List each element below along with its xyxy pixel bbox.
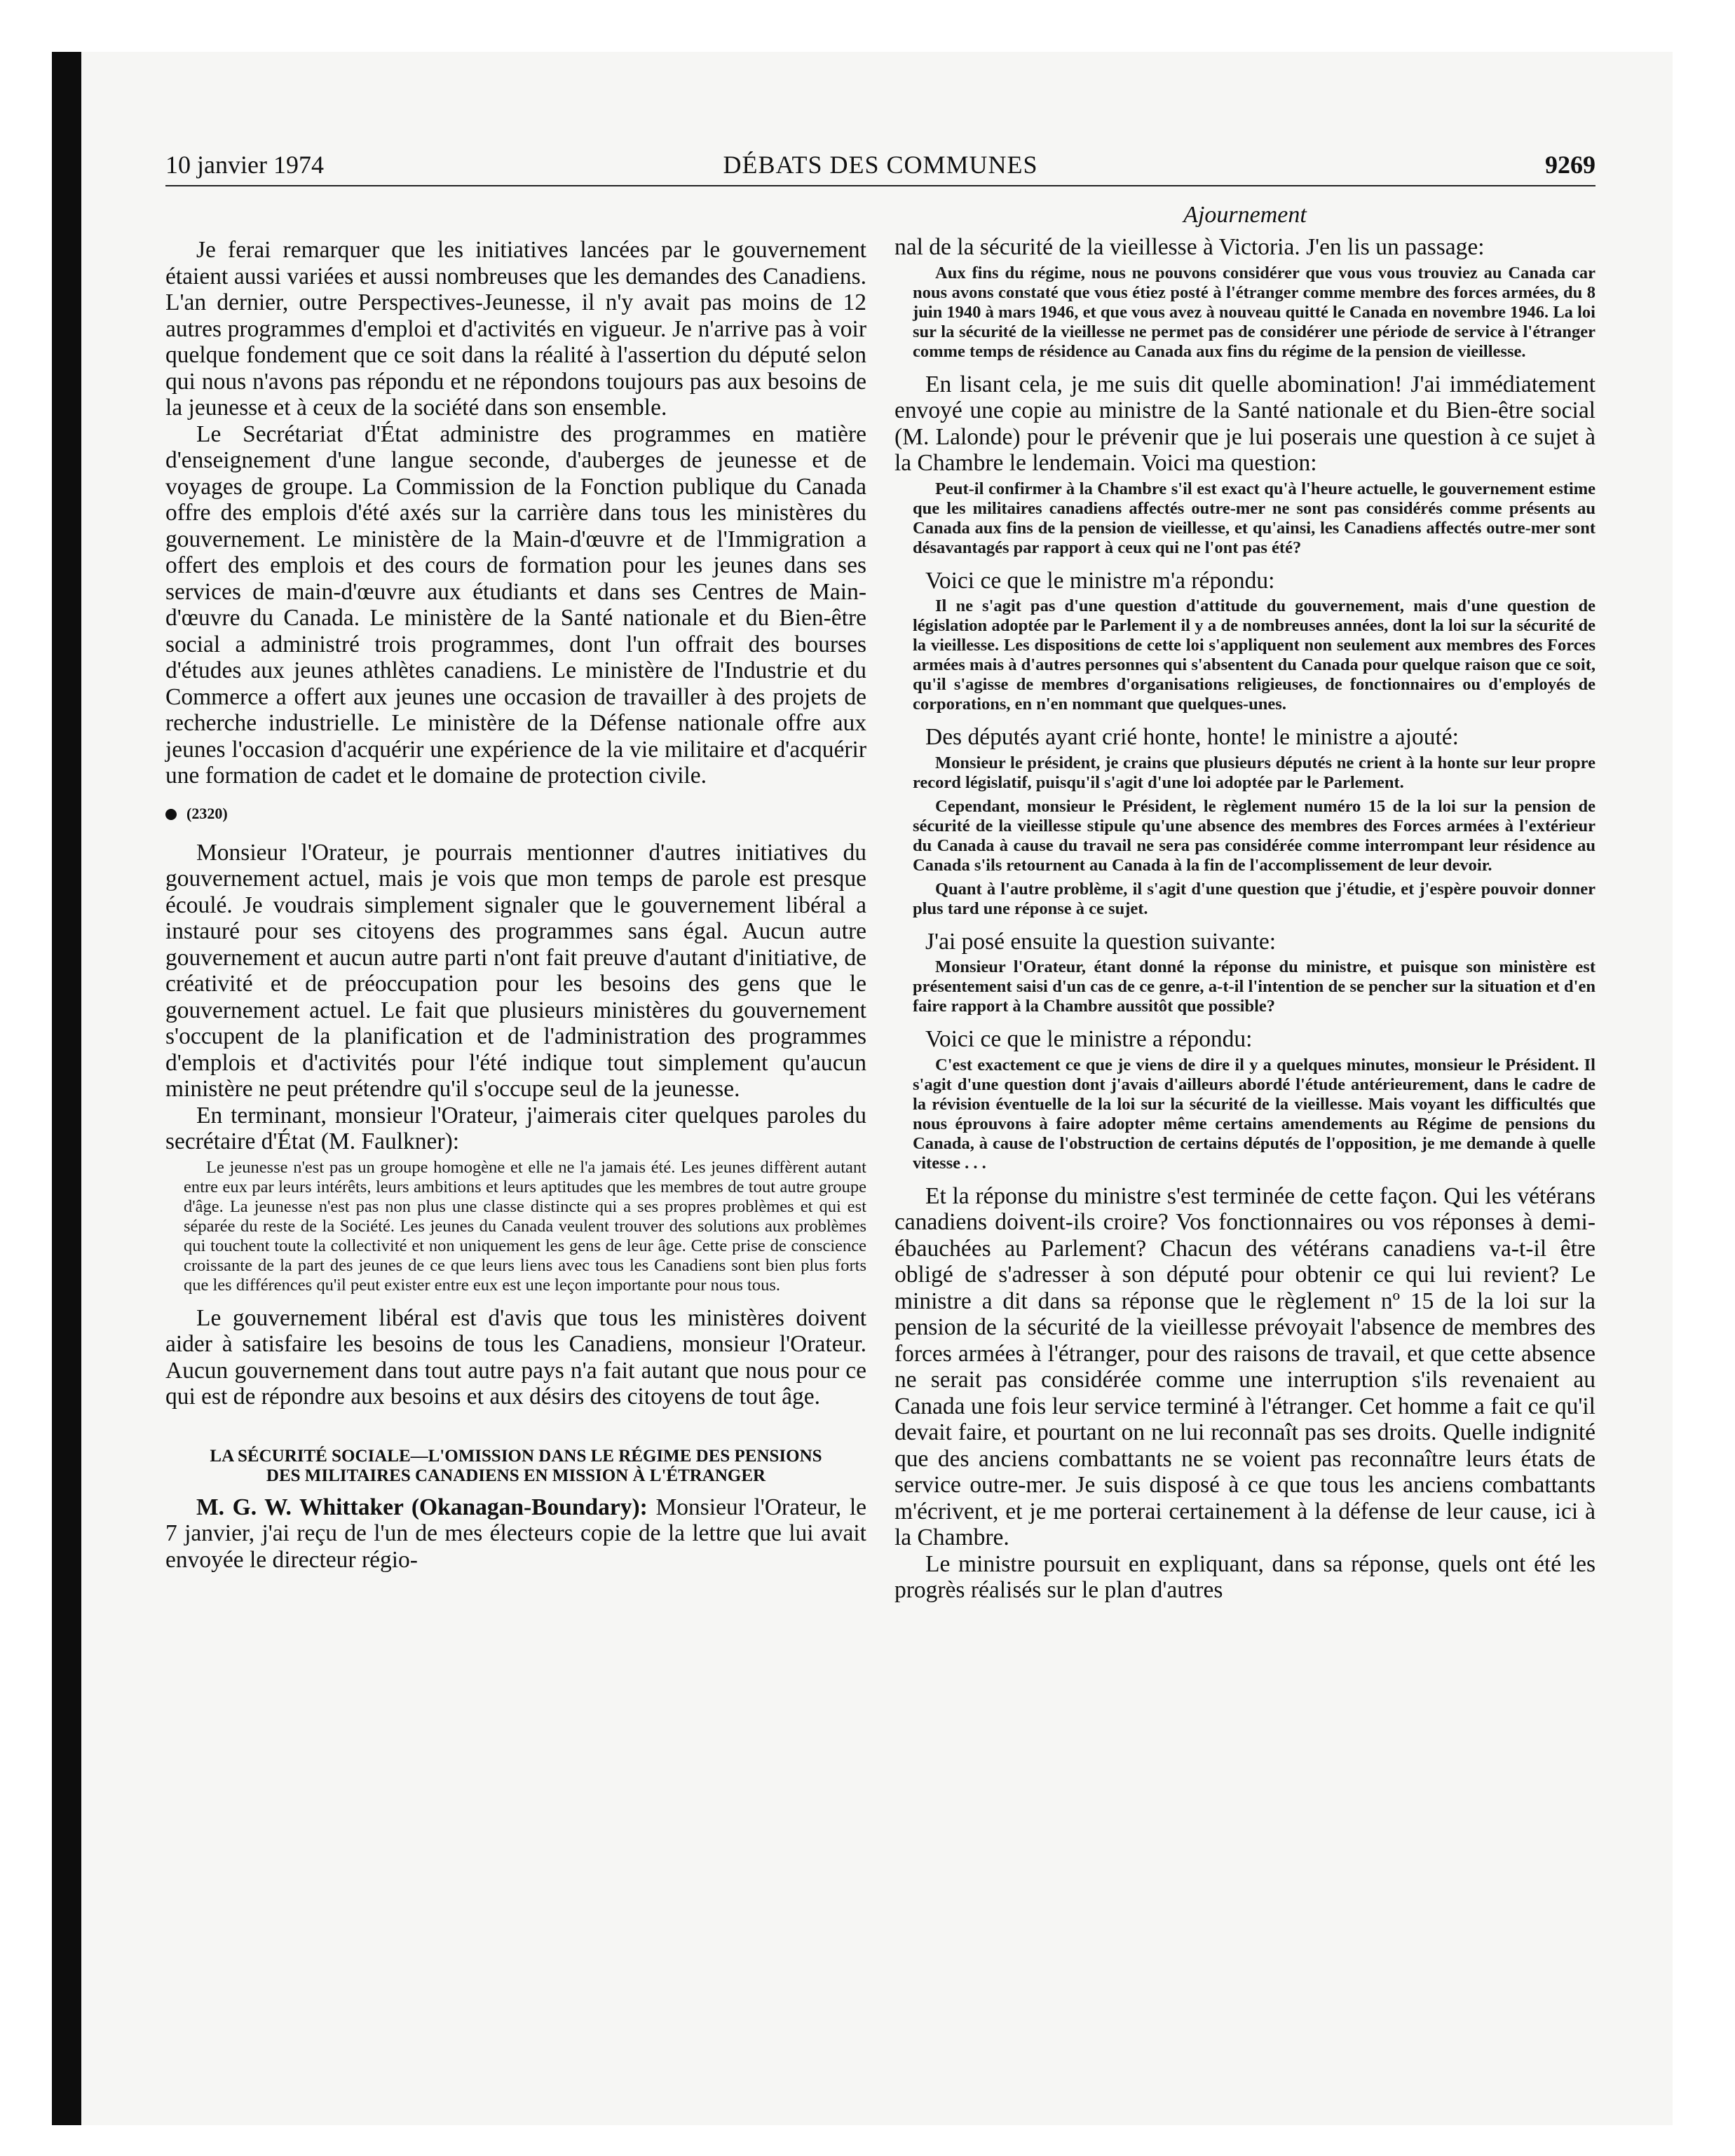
bullet-icon xyxy=(165,809,177,820)
time-marker xyxy=(165,805,866,823)
scan-black-edge xyxy=(52,52,81,2125)
block-quote: C'est exactement ce que je viens de dire il y a quelques minutes, monsieur le Président. Il s'agit d'une question dont j'avais d'ailleurs abordé l'étude antérieurement, dans le cadre de la révision éventuelle de la loi sur la sécurité de la vieillesse. Mais voyant les difficultés que nous éprouvons à faire adopter même certains amendements au Régime de pensions du Canada, à cause de l'obstruction de certains députés de l'opposition, je me demande à quelle vitesse . . . xyxy=(913,1055,1595,1173)
block-quote: Monsieur le président, je crains que plusieurs députés ne crient à la honte sur leur propre record législatif, puisqu'il s'agit d'une loi adoptée par le Parlement. xyxy=(913,753,1595,792)
paragraph: En lisant cela, je me suis dit quelle abomination! J'ai immédiatement envoyé une copie au ministre de la Santé nationale et du Bien-être social (M. Lalonde) pour le prévenir que je lui poserais une question à ce sujet à la Chambre le lendemain. Voici ma question: xyxy=(894,371,1595,476)
block-quote: Le jeunesse n'est pas un groupe homogène et elle ne l'a jamais été. Les jeunes diffèrent autant entre eux par leurs intérêts, leurs ambitions et leurs aptitudes que les membres de tout autre groupe d'âge. La jeunesse n'est pas non plus une classe distincte qui a ses propres problèmes et qui est séparée du reste de la Société. Les jeunes du Canada veulent trouver des solutions aux problèmes qui touchent toute la collectivité et non uniquement les gens de leur âge. Cette prise de conscience croissante de la part des jeunes de ce que leurs liens avec tous les Canadiens sont bien plus forts que les différences qu'il peut exister entre eux est une leçon importante pour nous tous. xyxy=(184,1157,866,1295)
right-column xyxy=(894,202,1595,1604)
speech-text: Monsieur l'Orateur, le 7 janvier, j'ai reçu de l'un de mes électeurs copie de la lettre que lui avait envoyée le directeur régio- xyxy=(165,1494,867,1573)
header-title: DÉBATS DES COMMUNES xyxy=(723,151,1038,179)
section-heading: LA SÉCURITÉ SOCIALE—L'OMISSION DANS LE RÉGIME DES PENSIONS DES MILITAIRES CANADIENS EN MISSION À L'ÉTRANGER xyxy=(210,1446,822,1485)
paragraph: Le gouvernement libéral est d'avis que tous les ministères doivent aider à satisfaire les besoins de tous les Canadiens, monsieur l'Orateur. Aucun gouvernement dans tout autre pays n'a fait autant que nous pour ce qui est de répondre aux besoins et aux désirs des citoyens de tout âge. xyxy=(165,1304,866,1410)
block-quote: Peut-il confirmer à la Chambre s'il est exact qu'à l'heure actuelle, le gouvernement estime que les militaires canadiens affectés outre-mer ne sont pas considérés comme présents au Canada aux fins de la pension de vieillesse, et qu'ainsi, les Canadiens affectés outre-mer sont désavantagés par rapport à ceux qui ne l'ont pas été? xyxy=(913,479,1595,557)
paragraph: Le ministre poursuit en expliquant, dans sa réponse, quels ont été les progrès réalisés sur le plan d'autres xyxy=(894,1550,1595,1603)
paragraph: Voici ce que le ministre m'a répondu: xyxy=(925,567,1275,594)
paragraph: Le Secrétariat d'État administre des programmes en matière d'enseignement d'une langue seconde, d'auberges de jeunesse et de voyages de groupe. La Commission de la Fonction publique du Canada offre des emplois d'été axés sur la carrière dans tous les ministères du gouvernement. Le ministère de la Main-d'œuvre et de l'Immigration a offert des emplois et des cours de formation pour les jeunes dans ses services de main-d'œuvre aux étudiants et dans ses Centres de Main-d'œuvre du Canada. Le ministère de la Santé nationale et du Bien-être social a administré trois programmes, dont l'un offrait des bourses d'études aux jeunes athlètes canadiens. Le ministère de l'Industrie et du Commerce a offert aux jeunes une occasion de travailler à des projets de recherche industrielle. Le ministère de la Défense nationale offre aux jeunes l'occasion d'acquérir une expérience de la vie militaire et d'acquérir une formation de cadet et le domaine de protection civile. xyxy=(165,421,866,789)
paragraph xyxy=(165,1494,866,1574)
paragraph: Et la réponse du ministre s'est terminée de cette façon. Qui les vétérans canadiens doivent-ils croire? Vos fonctionnaires ou vos réponses à demi-ébauchées au Parlement? Chacun des vétérans canadiens va-t-il être obligé de s'adresser à son député pour obtenir ce qui lui revient? Le ministre a dit dans sa réponse que le règlement nº 15 de la loi sur la pension de la sécurité de la vieillesse prévoyait l'absence de membres des forces armées à l'étranger, pour des raisons de travail, et que cette absence ne serait pas considérée comme une interruption s'ils revenaient au Canada une fois leur service terminé à l'étranger. Cet homme a fait ce qu'il devait faire, et pourtant on ne lui reconnaît pas ses droits. Quelle indignité que des anciens combattants ne se voient pas reconnaître leurs états de service outre-mer. Je suis disposé à ce que tous les anciens combattants m'écrivent, et je me porterai certainement à la défense de leur cause, ici à la Chambre. xyxy=(894,1182,1595,1550)
paragraph: Voici ce que le ministre a répondu: xyxy=(925,1026,1253,1052)
left-column xyxy=(165,237,866,1573)
paragraph: nal de la sécurité de la vieillesse à Victoria. J'en lis un passage: xyxy=(894,234,1485,260)
block-quote: Cependant, monsieur le Président, le règlement numéro 15 de la loi sur la pension de sécurité de la vieillesse stipule qu'une absence des membres des Forces armées à l'extérieur du Canada à cause du travail ne sera pas considérée comme interrompant leur résidence au Canada s'ils retournent au Canada à la fin de l'accomplissement de leur devoir. xyxy=(913,796,1595,875)
speaker-name: M. G. W. Whittaker (Okanagan-Boundary): xyxy=(196,1494,648,1520)
header-date: 10 janvier 1974 xyxy=(165,151,324,179)
block-quote: Il ne s'agit pas d'une question d'attitude du gouvernement, mais d'une question de législation adoptée par le Parlement il y a de nombreuses années, dont la loi sur la sécurité de la vieillesse. Les dispositions de cette loi s'appliquent non seulement aux membres des Forces armées mais à d'autres personnes qui s'absentent du Canada pour quelque raison que ce soit, qu'il s'agisse de membres d'organisations religieuses, de fonctionnaires ou d'employés de corporations, en n'en nommant que quelques-unes. xyxy=(913,596,1595,714)
block-quote: Aux fins du régime, nous ne pouvons considérer que vous vous trouviez au Canada car nous avons constaté que vous étiez posté à l'étranger comme membre des forces armées, du 8 juin 1940 à mars 1946, et que vous avez à nouveau quitté le Canada en novembre 1946. La loi sur la sécurité de la vieillesse ne permet pas de considérer une période de service à l'étranger comme temps de résidence au Canada aux fins du régime de la pension de vieillesse. xyxy=(913,263,1595,361)
time-marker-label: (2320) xyxy=(186,804,228,822)
paragraph: Je ferai remarquer que les initiatives lancées par le gouvernement étaient aussi variées et aussi nombreuses que les demandes des Canadiens. L'an dernier, outre Perspectives-Jeunesse, il n'y avait pas moins de 12 autres programmes d'emploi et d'activités en vigueur. Je n'arrive pas à voir quelque fondement que ce soit dans la réalité à l'assertion du député selon qui nous n'avons pas répondu et ne répondons toujours pas aux besoins de la jeunesse et à ceux de la société dans son ensemble. xyxy=(165,237,866,421)
paragraph: J'ai posé ensuite la question suivante: xyxy=(925,928,1277,955)
section-label: Ajournement xyxy=(1183,202,1307,228)
block-quote: Quant à l'autre problème, il s'agit d'une question que j'étudie, et j'espère pouvoir donner plus tard une réponse à ce sujet. xyxy=(913,879,1595,918)
paragraph: En terminant, monsieur l'Orateur, j'aimerais citer quelques paroles du secrétaire d'État (M. Faulkner): xyxy=(165,1102,866,1154)
page-header xyxy=(165,150,1595,186)
header-page-number: 9269 xyxy=(1545,151,1595,179)
paragraph: Monsieur l'Orateur, je pourrais mentionner d'autres initiatives du gouvernement actuel, mais je vois que mon temps de parole est presque écoulé. Je voudrais simplement signaler que le gouvernement libéral a instauré pour ses citoyens des programmes sans égal. Aucun autre gouvernement et aucun autre parti n'ont fait preuve d'autant d'initiative, de créativité et de préoccupation pour les besoins des gens que le gouvernement actuel. Le fait que plusieurs ministères du gouvernement s'occupent de la planification et de l'administration des programmes d'emplois et d'activités pour l'été indique tout simplement qu'aucun ministère ne peut prétendre qu'il s'occupe seul de la jeunesse. xyxy=(165,839,866,1102)
block-quote: Monsieur l'Orateur, étant donné la réponse du ministre, et puisque son ministère est présentement saisi d'un cas de ce genre, a-t-il l'intention de se pencher sur la situation et d'en faire rapport à la Chambre aussitôt que possible? xyxy=(913,957,1595,1016)
paragraph: Des députés ayant crié honte, honte! le ministre a ajouté: xyxy=(925,724,1459,750)
